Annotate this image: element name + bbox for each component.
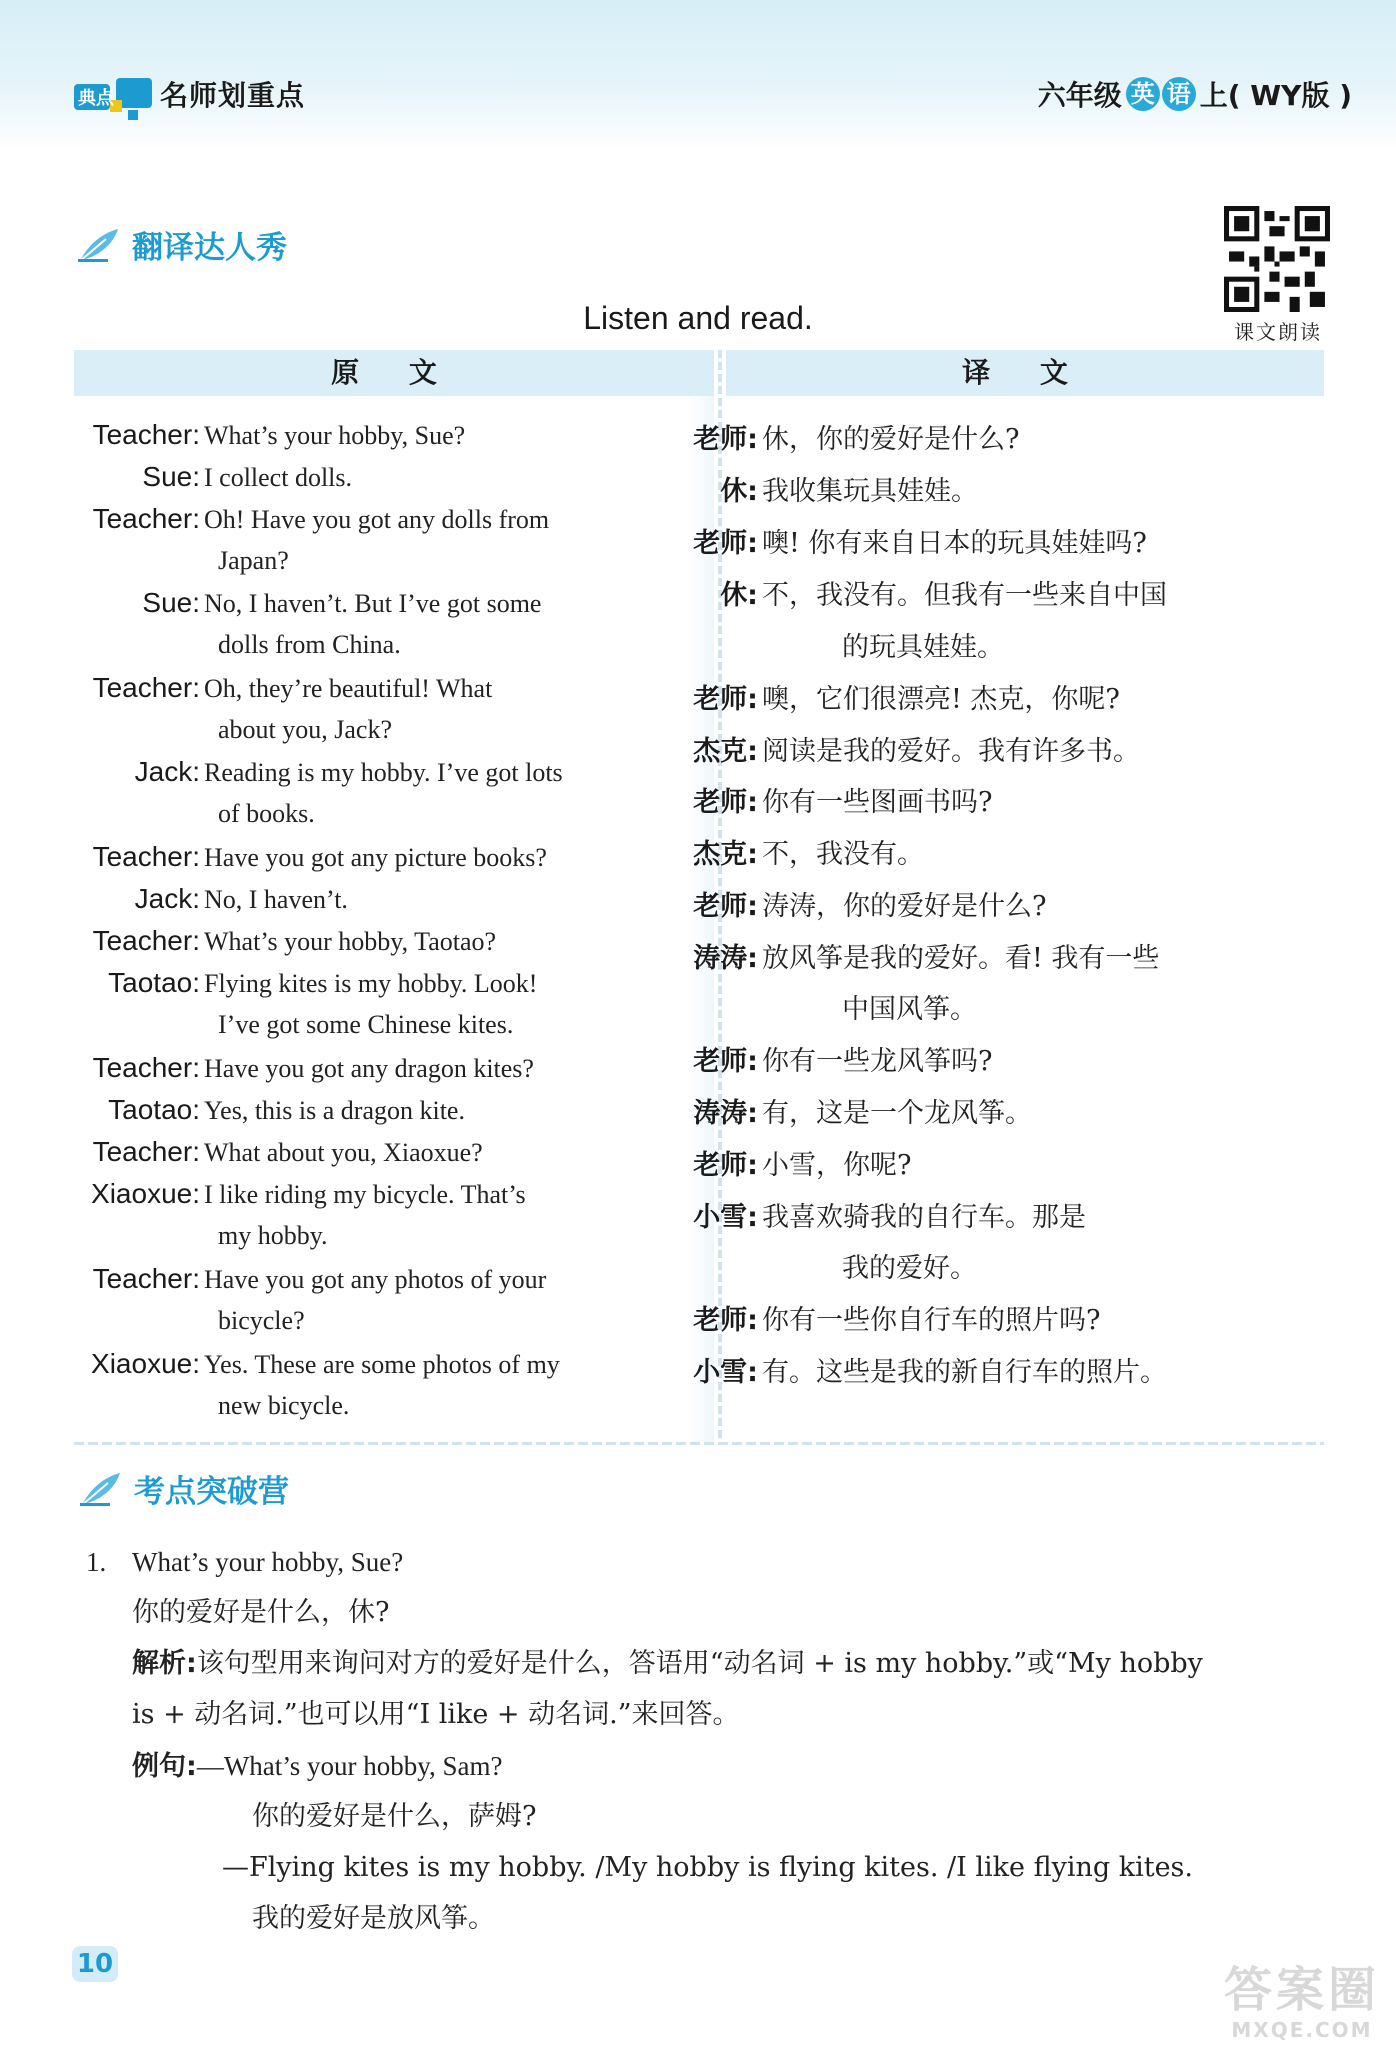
- speaker-label: Teacher:: [92, 841, 200, 872]
- dialogue-line-cn: [676, 1038, 992, 1086]
- point-number: 1.: [86, 1547, 107, 1577]
- analysis-label: 解析:: [132, 1648, 197, 1679]
- watermark-url: MXQE.COM: [1231, 2018, 1373, 2042]
- speaker-label: Teacher:: [92, 925, 200, 956]
- subject-char-2: 语: [1162, 77, 1196, 111]
- watermark: [1214, 1962, 1390, 2048]
- dialogue-text: Yes. These are some photos of my: [204, 1350, 560, 1379]
- listen-and-read-title: Listen and read.: [583, 300, 813, 336]
- page-number: 10: [72, 1946, 118, 1982]
- translation-text: 我收集玩具娃娃。: [762, 476, 978, 507]
- dialogue-line-en: [38, 751, 648, 794]
- dialogue-line-cn: [676, 416, 1019, 464]
- translation-text: 涛涛，你的爱好是什么?: [762, 891, 1047, 922]
- qr-caption: 课文朗读: [1234, 320, 1322, 344]
- section-keypoints-title: 考点突破营: [134, 1474, 289, 1510]
- analysis-text: 该句型用来询问对方的爱好是什么，答语用“动名词 + is my hobby.”或“My hobby: [196, 1648, 1203, 1679]
- analysis-line-2: is + 动名词.”也可以用“I like + 动名词.”来回答。: [132, 1699, 740, 1730]
- dialogue-text: I collect dolls.: [204, 463, 353, 492]
- example-label: 例句:: [132, 1751, 197, 1782]
- dialogue-line-en: [38, 456, 648, 499]
- speaker-label: 老师:: [693, 684, 758, 715]
- analysis-line-1: [132, 1644, 1352, 1684]
- dialogue-line-en: [38, 582, 648, 625]
- speaker-label: 老师:: [693, 1305, 758, 1336]
- speaker-label: Teacher:: [92, 1052, 200, 1083]
- section-translation-title: 翻译达人秀: [132, 230, 287, 266]
- dialogue-text: Oh! Have you got any dolls from: [204, 505, 550, 534]
- watermark-main: 答案圈: [1223, 1962, 1380, 2018]
- dialogue-line-en: [38, 962, 648, 1005]
- translation-text: 不，我没有。但我有一些来自中国: [762, 580, 1167, 611]
- feather-icon: [76, 225, 122, 265]
- dialogue-line-en: [38, 1258, 648, 1301]
- dialogue-line-en: [38, 836, 648, 879]
- dialogue-text: No, I haven’t. But I’ve got some: [204, 589, 542, 618]
- speaker-label: 小雪:: [693, 1357, 758, 1388]
- subject-badge: [1126, 77, 1196, 111]
- dialogue-text: I like riding my bicycle. That’s: [204, 1180, 526, 1209]
- speaker-label: 老师:: [693, 1150, 758, 1181]
- speaker-label: Teacher:: [92, 419, 200, 450]
- translation-text: 小雪，你呢?: [762, 1150, 912, 1181]
- speaker-label: Jack:: [134, 756, 200, 787]
- grade-info: [1038, 74, 1352, 114]
- translation-text-cont: 我的爱好。: [842, 1253, 977, 1284]
- speaker-label: Teacher:: [92, 503, 200, 534]
- dialogue-text: No, I haven’t.: [204, 885, 348, 914]
- dialogue-line-en: [38, 498, 648, 541]
- dialogue-text: Flying kites is my hobby. Look!: [204, 969, 538, 998]
- translation-text-cont: 中国风筝。: [842, 994, 977, 1025]
- speaker-label: Teacher:: [92, 672, 200, 703]
- dialogue-line-en: [38, 1343, 648, 1386]
- translation-text-cont: 的玩具娃娃。: [842, 632, 1004, 663]
- series-name: 名师划重点: [160, 79, 306, 112]
- svg-text:典点: 典点: [78, 88, 114, 109]
- speaker-label: Teacher:: [92, 1263, 200, 1294]
- speaker-label: Taotao:: [108, 1094, 200, 1125]
- example-answer: —Flying kites is my hobby. /My hobby is flying kites. /I like flying kites.: [222, 1852, 1193, 1883]
- dialogue-text: Yes, this is a dragon kite.: [204, 1096, 465, 1125]
- dialogue-line-cn: [676, 1090, 1032, 1138]
- translation-text: 放风筝是我的爱好。看! 我有一些: [762, 943, 1160, 974]
- dialogue-line-cn: [676, 831, 924, 879]
- translation-text: 你有一些龙风筝吗?: [762, 1046, 993, 1077]
- qr-code-icon[interactable]: [1224, 206, 1330, 312]
- translation-text: 有。这些是我的新自行车的照片。: [762, 1357, 1167, 1388]
- dialogue-line-cn: [676, 779, 992, 827]
- point-sentence-en: What’s your hobby, Sue?: [132, 1547, 404, 1577]
- dialogue-line-cn: [676, 935, 1159, 983]
- dialogue-text-cont: bicycle?: [218, 1306, 305, 1335]
- dialogue-line-cn: [676, 1349, 1167, 1397]
- speaker-label: Teacher:: [92, 1136, 200, 1167]
- example-question-cn: 你的爱好是什么，萨姆?: [252, 1801, 537, 1832]
- dialogue-text-cont: my hobby.: [218, 1221, 328, 1250]
- speaker-label: 涛涛:: [693, 1098, 758, 1129]
- brand-logo-icon: [70, 70, 160, 120]
- translation-text: 噢，它们很漂亮! 杰克，你呢?: [762, 684, 1120, 715]
- dialogue-text: What’s your hobby, Taotao?: [204, 927, 497, 956]
- dialogue-line-en: [38, 414, 648, 457]
- dialogue-text: Have you got any dragon kites?: [204, 1054, 534, 1083]
- speaker-label: 小雪:: [693, 1202, 758, 1233]
- feather-icon: [78, 1469, 124, 1509]
- translation-text: 阅读是我的爱好。我有许多书。: [762, 736, 1140, 767]
- speaker-label: Taotao:: [108, 967, 200, 998]
- speaker-label: 涛涛:: [693, 943, 758, 974]
- dialogue-text: Have you got any photos of your: [204, 1265, 547, 1294]
- dialogue-line-en: [38, 920, 648, 963]
- grade-label: 六年级: [1037, 79, 1122, 112]
- speaker-label: Sue:: [142, 587, 200, 618]
- speaker-label: Jack:: [134, 883, 200, 914]
- original-text-header: 原 文: [74, 350, 714, 396]
- speaker-label: 老师:: [693, 1046, 758, 1077]
- dialogue-text-cont: about you, Jack?: [218, 715, 393, 744]
- example-question: —What’s your hobby, Sam?: [196, 1751, 503, 1781]
- dialogue-line-en: [38, 878, 648, 921]
- translation-text: 你有一些你自行车的照片吗?: [762, 1305, 1101, 1336]
- speaker-label: 老师:: [693, 787, 758, 818]
- speaker-label: 休:: [720, 580, 758, 611]
- translation-text: 不，我没有。: [762, 839, 924, 870]
- section-translation-heading: [76, 222, 287, 267]
- example-answer-cn: 我的爱好是放风筝。: [252, 1903, 495, 1934]
- speaker-label: 杰克:: [693, 839, 758, 870]
- example-line-q: [132, 1746, 503, 1787]
- speaker-label: 老师:: [693, 528, 758, 559]
- dialogue-text-cont: new bicycle.: [218, 1391, 350, 1420]
- dialogue-text-cont: of books.: [218, 799, 315, 828]
- dialogue-line-en: [38, 1131, 648, 1174]
- dialogue-text-cont: I’ve got some Chinese kites.: [218, 1010, 514, 1039]
- dialogue-line-cn: [676, 1297, 1100, 1345]
- speaker-label: 老师:: [693, 424, 758, 455]
- dialogue-text-cont: Japan?: [218, 546, 289, 575]
- dialogue-text: What’s your hobby, Sue?: [204, 421, 466, 450]
- edition-label: 上( WY版 ): [1199, 79, 1352, 112]
- dialogue-line-cn: [676, 728, 1140, 776]
- point-sentence-cn: 你的爱好是什么，休?: [132, 1597, 390, 1628]
- speaker-label: 老师:: [693, 891, 758, 922]
- dialogue-line-cn: [676, 520, 1147, 568]
- dialogue-text: Oh, they’re beautiful! What: [204, 674, 493, 703]
- dialogue-line-cn: [676, 1194, 1086, 1242]
- dialogue-line-en: [38, 1089, 648, 1132]
- dialogue-text: Have you got any picture books?: [204, 843, 547, 872]
- dialogue-line-en: [38, 1173, 648, 1216]
- translation-text: 我喜欢骑我的自行车。那是: [762, 1202, 1086, 1233]
- speaker-label: Xiaoxue:: [91, 1178, 200, 1209]
- table-bottom-rule: [74, 1442, 1324, 1445]
- dialogue-line-en: [38, 1047, 648, 1090]
- dialogue-text-cont: dolls from China.: [218, 630, 401, 659]
- dialogue-line-cn: [676, 468, 978, 516]
- speaker-label: Xiaoxue:: [91, 1348, 200, 1379]
- speaker-label: Sue:: [142, 461, 200, 492]
- dialogue-line-en: [38, 667, 648, 710]
- dialogue-text: What about you, Xiaoxue?: [204, 1138, 483, 1167]
- translation-text: 休，你的爱好是什么?: [762, 424, 1020, 455]
- translation-text: 噢! 你有来自日本的玩具娃娃吗?: [762, 528, 1147, 559]
- translation-text: 有，这是一个龙风筝。: [762, 1098, 1032, 1129]
- translation-header: 译 文: [726, 350, 1324, 396]
- speaker-label: 杰克:: [693, 736, 758, 767]
- dialogue-line-cn: [676, 676, 1120, 724]
- dialogue-line-cn: [676, 572, 1167, 620]
- translation-text: 你有一些图画书吗?: [762, 787, 993, 818]
- section-keypoints-heading: [78, 1466, 289, 1511]
- dialogue-text: Reading is my hobby. I’ve got lots: [204, 758, 563, 787]
- dialogue-line-cn: [676, 883, 1046, 931]
- speaker-label: 休:: [720, 476, 758, 507]
- dialogue-line-cn: [676, 1142, 911, 1190]
- subject-char-1: 英: [1126, 77, 1160, 111]
